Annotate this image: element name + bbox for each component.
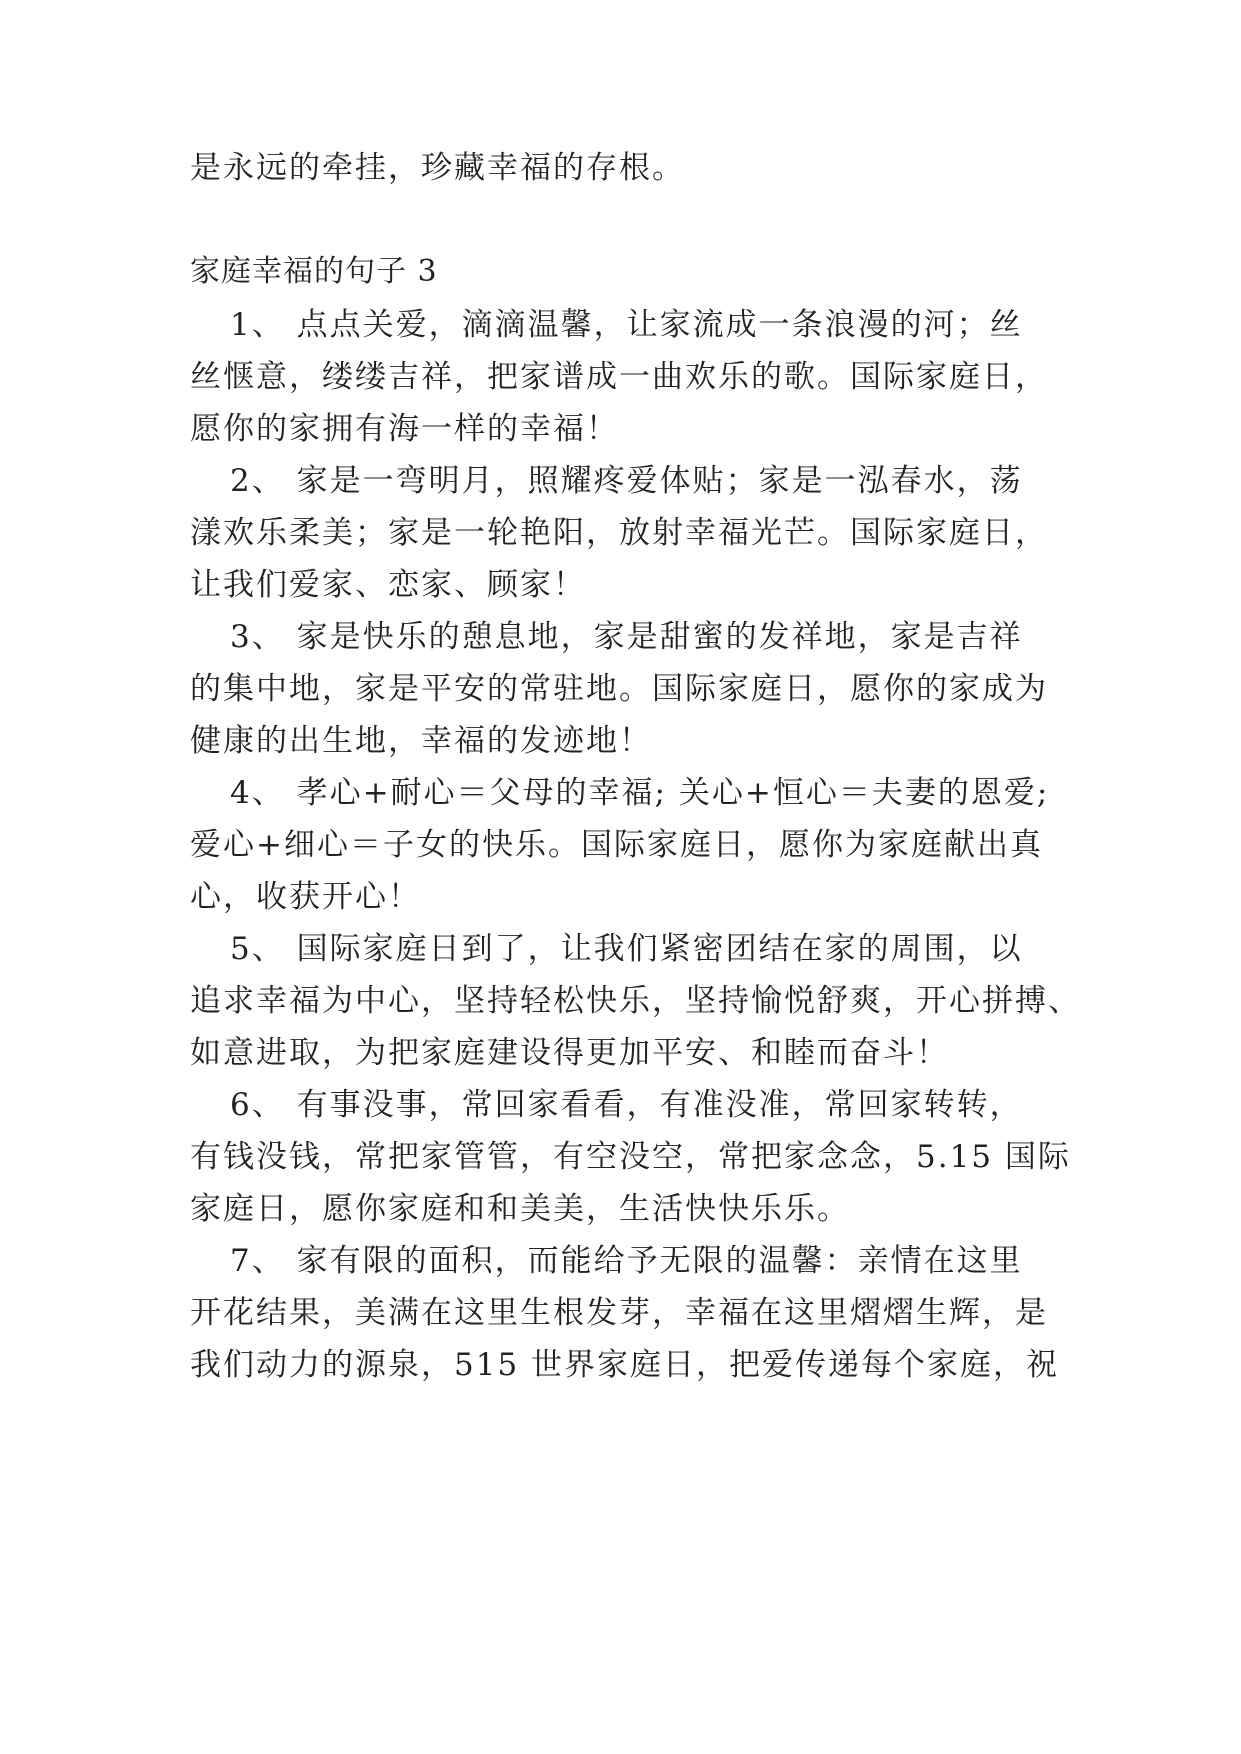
item-5-line-3: 如意进取，为把家庭建设得更加平安、和睦而奋斗！ bbox=[190, 1035, 949, 1071]
item-3-line-1: 3、 家是快乐的憩息地，家是甜蜜的发祥地，家是吉祥 bbox=[230, 619, 1023, 655]
item-5-line-1: 5、 国际家庭日到了，让我们紧密团结在家的周围，以 bbox=[230, 931, 1023, 967]
item-2-line-3: 让我们爱家、恋家、顾家！ bbox=[190, 567, 586, 603]
item-2-line-1: 2、 家是一弯明月，照耀疼爱体贴；家是一泓春水，荡 bbox=[230, 463, 1023, 499]
item-4-line-1: 4、 孝心+耐心＝父母的幸福; 关心+恒心＝夫妻的恩爱; bbox=[230, 775, 1050, 811]
intro-line: 是永远的牵挂，珍藏幸福的存根。 bbox=[190, 150, 685, 186]
item-1-line-1: 1、 点点关爱，滴滴温馨，让家流成一条浪漫的河；丝 bbox=[230, 307, 1023, 343]
item-3-line-3: 健康的出生地，幸福的发迹地！ bbox=[190, 723, 652, 759]
item-3-line-2: 的集中地，家是平安的常驻地。国际家庭日，愿你的家成为 bbox=[190, 671, 1048, 707]
item-5-line-2: 追求幸福为中心，坚持轻松快乐，坚持愉悦舒爽，开心拼搏、 bbox=[190, 983, 1081, 1019]
item-4-line-2: 爱心+细心＝子女的快乐。国际家庭日，愿你为家庭献出真 bbox=[190, 827, 1043, 863]
item-1-line-3: 愿你的家拥有海一样的幸福！ bbox=[190, 411, 619, 447]
item-7-line-1: 7、 家有限的面积，而能给予无限的温馨：亲情在这里 bbox=[230, 1243, 1023, 1279]
item-6-line-3: 家庭日，愿你家庭和和美美，生活快快乐乐。 bbox=[190, 1191, 850, 1227]
item-1-line-2: 丝惬意，缕缕吉祥，把家谱成一曲欢乐的歌。国际家庭日， bbox=[190, 359, 1048, 395]
item-7-line-3: 我们动力的源泉，515 世界家庭日，把爱传递每个家庭，祝 bbox=[190, 1347, 1060, 1383]
item-6-line-2: 有钱没钱，常把家管管，有空没空，常把家念念，5.15 国际 bbox=[190, 1139, 1071, 1175]
item-2-line-2: 漾欢乐柔美；家是一轮艳阳，放射幸福光芒。国际家庭日， bbox=[190, 515, 1048, 551]
item-4-line-3: 心，收获开心！ bbox=[190, 879, 421, 915]
item-6-line-1: 6、 有事没事，常回家看看，有准没准，常回家转转， bbox=[230, 1087, 1023, 1123]
item-7-line-2: 开花结果，美满在这里生根发芽，幸福在这里熠熠生辉，是 bbox=[190, 1295, 1048, 1331]
section-title: 家庭幸福的句子 3 bbox=[190, 254, 438, 289]
